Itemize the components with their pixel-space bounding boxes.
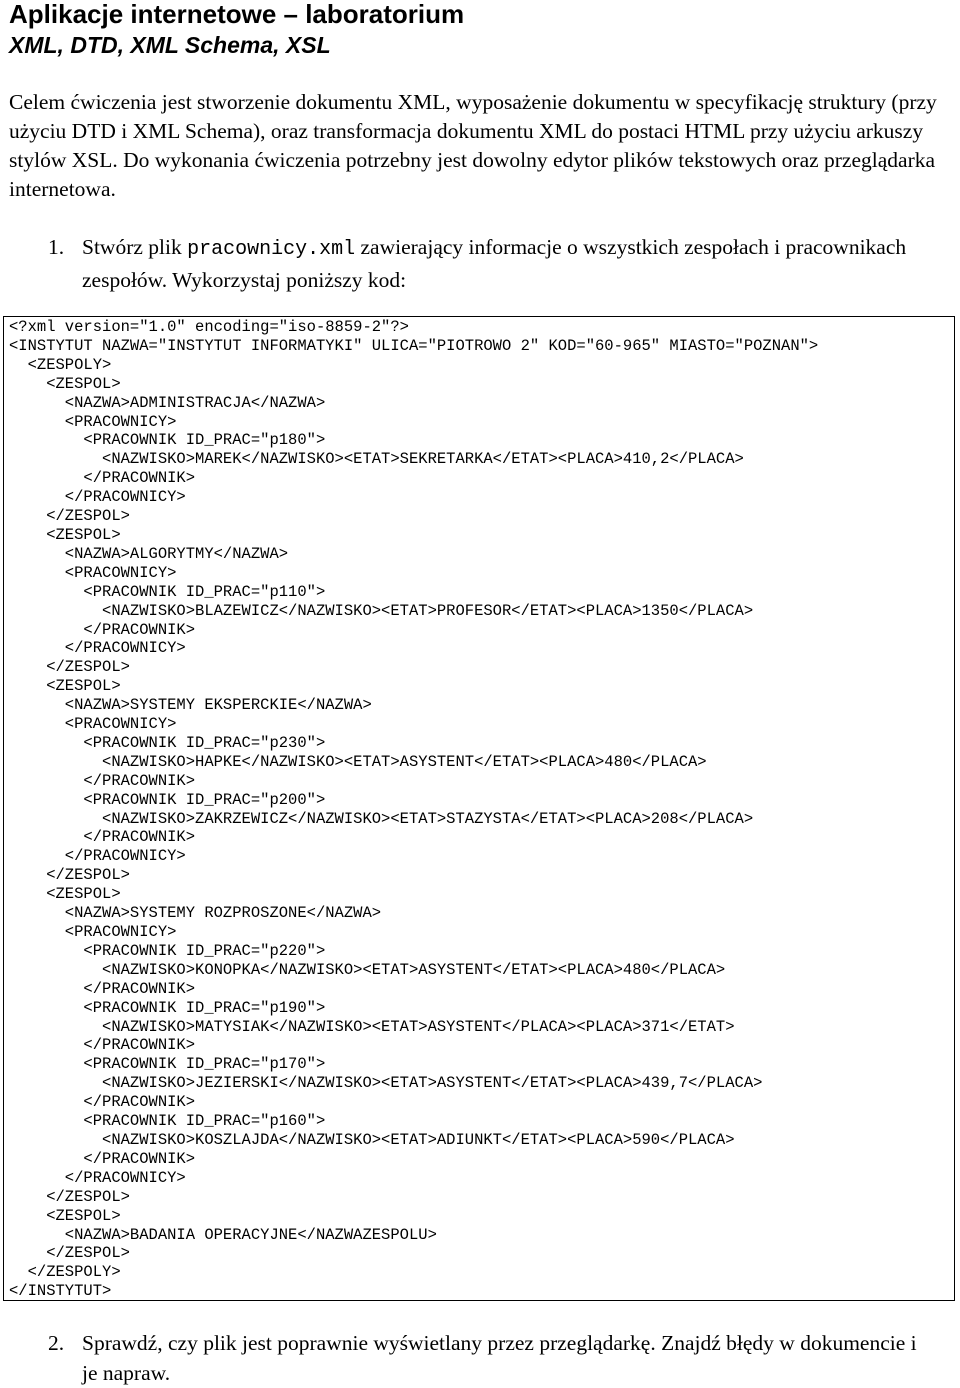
code-line: </PRACOWNICY> xyxy=(9,847,186,866)
code-line: </ZESPOLY> xyxy=(9,1263,121,1282)
code-line: </ZESPOL> xyxy=(9,1187,130,1206)
code-line: <PRACOWNICY> xyxy=(9,923,177,941)
code-line: <NAZWISKO>KONOPKA</NAZWISKO><ETAT>ASYSTENT</ETAT><PLACA>480</PLACA> xyxy=(9,960,726,979)
code-line: <PRACOWNIK ID_PRAC="p200"> xyxy=(9,790,326,809)
task-2 xyxy=(48,1328,928,1388)
code-line: <NAZWA>ADMINISTRACJA</NAZWA> xyxy=(9,393,326,412)
code-line: <PRACOWNIK ID_PRAC="p190"> xyxy=(9,998,326,1017)
code-line: <NAZWA>SYSTEMY EKSPERCKIE</NAZWA> xyxy=(9,696,372,715)
task-1 xyxy=(48,232,928,295)
code-line: </PRACOWNICY> xyxy=(9,488,186,507)
code-line: <NAZWA>ALGORYTMY</NAZWA> xyxy=(9,544,289,563)
code-line: <PRACOWNICY> xyxy=(9,563,177,582)
task-1-text-before: Stwórz plik xyxy=(82,235,188,259)
code-line: <NAZWISKO>KOSZLAJDA</NAZWISKO><ETAT>ADIUNKT</ETAT><PLACA>590</PLACA> xyxy=(9,1130,735,1149)
task-1-text xyxy=(82,232,928,295)
code-line: <ZESPOL> xyxy=(9,1206,121,1225)
code-line: <INSTYTUT NAZWA="INSTYTUT INFORMATYKI" ULICA="PIOTROWO 2" KOD="60-965" MIASTO="POZNAN"> xyxy=(9,336,819,355)
code-line: <NAZWISKO>ZAKRZEWICZ</NAZWISKO><ETAT>STAZYSTA</ETAT><PLACA>208</PLACA> xyxy=(9,809,754,828)
task-2-number: 2. xyxy=(48,1331,65,1355)
code-line: </PRACOWNICY> xyxy=(9,1168,186,1187)
code-line: <NAZWISKO>BLAZEWICZ</NAZWISKO><ETAT>PROFESOR</ETAT><PLACA>1350</PLACA> xyxy=(9,601,754,620)
code-line: <PRACOWNIK ID_PRAC="p220"> xyxy=(9,941,326,960)
code-line: </PRACOWNIK> xyxy=(9,771,196,790)
code-line: <NAZWA>SYSTEMY ROZPROSZONE</NAZWA> xyxy=(9,904,382,923)
code-line: <NAZWISKO>HAPKE</NAZWISKO><ETAT>ASYSTENT</ETAT><PLACA>480</PLACA> xyxy=(9,752,707,771)
code-line: </ZESPOL> xyxy=(9,1244,130,1263)
code-line: </ZESPOL> xyxy=(9,507,130,526)
code-line: <NAZWISKO>MAREK</NAZWISKO><ETAT>SEKRETARKA</ETAT><PLACA>410,2</PLACA> xyxy=(9,450,744,469)
code-line: <ZESPOL> xyxy=(9,677,121,696)
task-1-filename: pracownicy.xml xyxy=(187,238,356,261)
code-line: </INSTYTUT> xyxy=(9,1282,112,1301)
code-line: <PRACOWNIK ID_PRAC="p170"> xyxy=(9,1055,326,1074)
task-1-number: 1. xyxy=(48,235,65,259)
code-line: <ZESPOL> xyxy=(9,374,121,393)
code-line: <NAZWA>BADANIA OPERACYJNE</NAZWAZESPOLU> xyxy=(9,1225,437,1244)
code-line: <PRACOWNIK ID_PRAC="p230"> xyxy=(9,733,326,752)
code-line: </PRACOWNICY> xyxy=(9,639,186,658)
code-line: </PRACOWNIK> xyxy=(9,1149,196,1168)
code-line: <PRACOWNIK ID_PRAC="p110"> xyxy=(9,582,326,601)
code-line: <PRACOWNIK ID_PRAC="p160"> xyxy=(9,1112,326,1131)
task-1-text-after: zawierający informacje o wszystkich zespołach i pracownikach zespołów. Wykorzystaj poniższy kod: xyxy=(82,235,907,292)
code-line: </PRACOWNIK> xyxy=(9,828,196,847)
code-line: <ZESPOLY> xyxy=(9,355,112,374)
xml-code-box xyxy=(3,316,955,1301)
code-line: </PRACOWNIK> xyxy=(9,1036,196,1055)
code-line: </PRACOWNIK> xyxy=(9,1093,196,1112)
code-line: </PRACOWNIK> xyxy=(9,620,196,639)
code-line: </PRACOWNIK> xyxy=(9,469,196,488)
code-line: <ZESPOL> xyxy=(9,885,121,904)
code-line: </ZESPOL> xyxy=(9,866,130,885)
code-line: <NAZWISKO>JEZIERSKI</NAZWISKO><ETAT>ASYSTENT</ETAT><PLACA>439,7</PLACA> xyxy=(9,1074,763,1093)
code-line: <PRACOWNICY> xyxy=(9,715,177,734)
code-line: <PRACOWNIK ID_PRAC="p180"> xyxy=(9,431,326,450)
code-line: </PRACOWNIK> xyxy=(9,979,196,998)
document-title: Aplikacje internetowe – laboratorium xyxy=(9,0,465,29)
task-2-text: Sprawdź, czy plik jest poprawnie wyświetlany przez przeglądarkę. Znajdź błędy w dokumencie i je napraw. xyxy=(82,1331,917,1385)
code-line: <ZESPOL> xyxy=(9,525,121,544)
code-line: <?xml version="1.0" encoding="iso-8859-2"?> xyxy=(9,318,409,336)
document-subtitle: XML, DTD, XML Schema, XSL xyxy=(9,32,331,58)
intro-paragraph: Celem ćwiczenia jest stworzenie dokumentu XML, wyposażenie dokumentu w specyfikację struktury (przy użyciu DTD i XML Schema), oraz transformacja dokumentu XML do postaci HTML przy użyciu arkuszy stylów XSL. Do wykonania ćwiczenia potrzebny jest dowolny edytor plików tekstowych oraz przeglądarka internetowa. xyxy=(9,90,937,201)
xml-code-listing xyxy=(4,317,954,1301)
code-line: </ZESPOL> xyxy=(9,658,130,677)
code-line: <PRACOWNICY> xyxy=(9,412,177,431)
code-line: <NAZWISKO>MATYSIAK</NAZWISKO><ETAT>ASYSTENT</PLACA><PLACA>371</ETAT> xyxy=(9,1017,735,1036)
